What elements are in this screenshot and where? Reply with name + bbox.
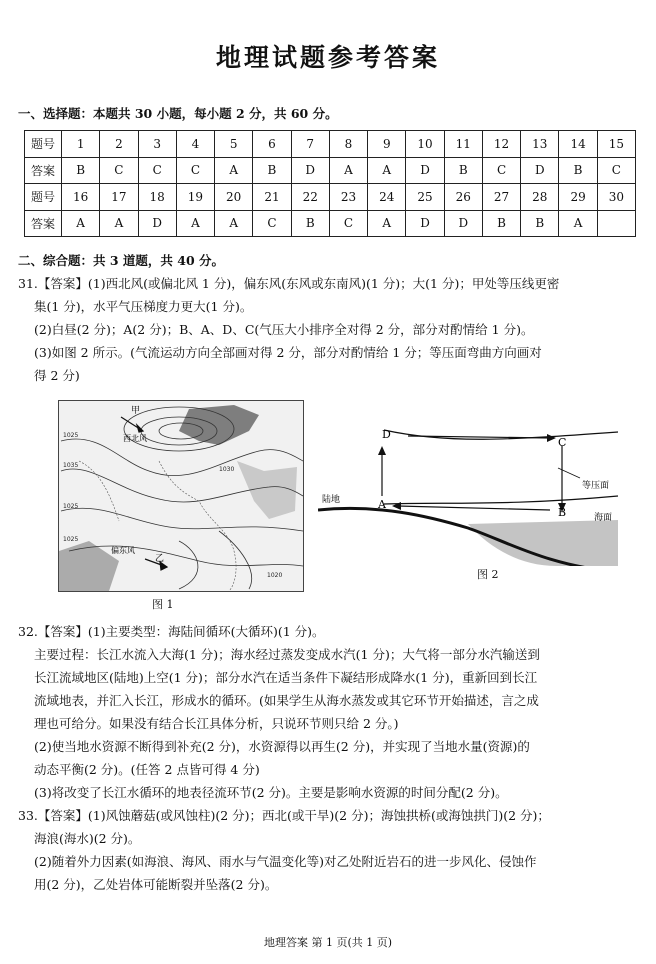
table-cell: 5 xyxy=(215,131,253,158)
section-2-heading: 二、综合题：共 3 道题，共 40 分。 xyxy=(18,253,225,268)
table-row xyxy=(25,157,636,184)
isobar-label: 1035 xyxy=(63,462,79,469)
answer-33 xyxy=(18,804,640,896)
answer-line: (2)使当地水资源不断得到补充(2 分)，水资源得以再生(2 分)，并实现了当地水量(资源)的 xyxy=(34,739,530,754)
page-footer: 地理答案 第 1 页(共 1 页) xyxy=(263,936,393,949)
point-d: D xyxy=(382,428,391,441)
table-cell: A xyxy=(329,157,367,184)
answer-table xyxy=(24,130,636,237)
table-cell: C xyxy=(597,157,635,184)
section-1-heading: 一、选择题：本题共 30 小题，每小题 2 分，共 60 分。 xyxy=(18,106,338,121)
isobar-label: 1025 xyxy=(63,503,79,510)
table-cell: 23 xyxy=(329,184,367,211)
table-cell: C xyxy=(176,157,214,184)
figure-2-diagram xyxy=(318,416,628,570)
table-cell: 4 xyxy=(176,131,214,158)
table-cell: A xyxy=(62,210,100,237)
table-row xyxy=(25,210,636,237)
answer-line: 33.【答案】(1)风蚀蘑菇(或风蚀柱)(2 分)；西北(或干旱)(2 分)；海蚀拱桥(或海蚀拱门)(2 分)； xyxy=(18,808,550,823)
figure-1-weather-map xyxy=(58,400,304,592)
point-b: B xyxy=(558,506,567,519)
table-cell: 18 xyxy=(138,184,176,211)
row-header: 答案 xyxy=(25,210,62,237)
table-cell: A xyxy=(215,157,253,184)
answer-32 xyxy=(18,620,640,804)
table-cell: 11 xyxy=(444,131,482,158)
page-title: 地理试题参考答案 xyxy=(215,43,440,72)
label-xibei: 西北风 xyxy=(123,434,147,443)
answer-line: (3)如图 2 所示。(气流运动方向全部画对得 2 分，部分对酌情给 1 分；等压面弯曲方向画对 xyxy=(34,345,542,360)
figure-1-caption: 图 1 xyxy=(152,598,174,611)
table-cell: B xyxy=(253,157,291,184)
row-header: 题号 xyxy=(25,131,62,158)
table-cell: D xyxy=(406,157,444,184)
table-cell: 21 xyxy=(253,184,291,211)
table-cell: B xyxy=(482,210,520,237)
row-header: 题号 xyxy=(25,184,62,211)
answer-line: 用(2 分)，乙处岩体可能断裂并坠落(2 分)。 xyxy=(34,877,278,892)
table-cell: 30 xyxy=(597,184,635,211)
table-cell: D xyxy=(521,157,559,184)
answer-line: 动态平衡(2 分)。(任答 2 点皆可得 4 分) xyxy=(34,762,260,777)
answer-line: 理也可给分。如果没有结合长江具体分析，只说环节则只给 2 分。) xyxy=(34,716,399,731)
table-cell: 27 xyxy=(482,184,520,211)
table-cell: A xyxy=(368,157,406,184)
table-cell: D xyxy=(444,210,482,237)
answer-31 xyxy=(18,272,640,387)
table-row xyxy=(25,131,636,158)
answer-line: 得 2 分) xyxy=(34,368,80,383)
table-cell: 3 xyxy=(138,131,176,158)
table-cell: 7 xyxy=(291,131,329,158)
figure-2-caption: 图 2 xyxy=(477,568,499,581)
table-cell: B xyxy=(62,157,100,184)
table-cell: C xyxy=(253,210,291,237)
table-cell: B xyxy=(521,210,559,237)
isobar-map xyxy=(59,401,303,591)
table-cell: D xyxy=(291,157,329,184)
label-land: 陆地 xyxy=(322,495,341,505)
answer-line: 31.【答案】(1)西北风(或偏北风 1 分)，偏东风(东风或东南风)(1 分)；大(1 分)；甲处等压线更密 xyxy=(18,276,560,291)
table-cell: 17 xyxy=(100,184,138,211)
table-cell: 9 xyxy=(368,131,406,158)
point-c: C xyxy=(558,436,567,449)
table-cell: 26 xyxy=(444,184,482,211)
table-cell: D xyxy=(406,210,444,237)
answer-line: 32.【答案】(1)主要类型：海陆间循环(大循环)(1 分)。 xyxy=(18,624,325,639)
isobar-label: 1020 xyxy=(267,572,283,579)
circulation-svg xyxy=(318,416,628,566)
table-cell: B xyxy=(444,157,482,184)
table-cell: 8 xyxy=(329,131,367,158)
table-cell: 28 xyxy=(521,184,559,211)
table-cell: 20 xyxy=(215,184,253,211)
table-cell: 14 xyxy=(559,131,597,158)
answer-line: 海浪(海水)(2 分)。 xyxy=(34,831,141,846)
table-cell: 15 xyxy=(597,131,635,158)
isobar-label: 1025 xyxy=(63,432,79,439)
label-isobar: 等压面 xyxy=(582,481,610,491)
table-cell: D xyxy=(138,210,176,237)
table-cell: C xyxy=(482,157,520,184)
label-yi: 乙 xyxy=(155,554,165,564)
answer-line: (3)将改变了长江水循环的地表径流环节(2 分)。主要是影响水资源的时间分配(2 分)。 xyxy=(34,785,508,800)
table-cell: 29 xyxy=(559,184,597,211)
table-cell: 12 xyxy=(482,131,520,158)
table-cell: 2 xyxy=(100,131,138,158)
label-jia: 甲 xyxy=(131,406,141,416)
table-cell: B xyxy=(291,210,329,237)
table-cell: A xyxy=(215,210,253,237)
table-cell: 22 xyxy=(291,184,329,211)
table-cell: 6 xyxy=(253,131,291,158)
table-cell: 19 xyxy=(176,184,214,211)
answer-line: (2)白昼(2 分)；A(2 分)；B、A、D、C(气压大小排序全对得 2 分，部分对酌情给 1 分)。 xyxy=(34,322,534,337)
table-cell: C xyxy=(100,157,138,184)
table-cell: 25 xyxy=(406,184,444,211)
answer-line: 集(1 分)，水平气压梯度力更大(1 分)。 xyxy=(34,299,253,314)
table-cell: B xyxy=(559,157,597,184)
isobar-label: 1030 xyxy=(219,466,235,473)
table-cell: A xyxy=(176,210,214,237)
table-cell: A xyxy=(100,210,138,237)
table-cell: 16 xyxy=(62,184,100,211)
table-cell: A xyxy=(559,210,597,237)
table-cell: 10 xyxy=(406,131,444,158)
label-sea: 海面 xyxy=(594,513,613,523)
table-cell xyxy=(597,210,635,237)
table-cell: 13 xyxy=(521,131,559,158)
point-a: A xyxy=(378,498,386,511)
table-cell: 24 xyxy=(368,184,406,211)
row-header: 答案 xyxy=(25,157,62,184)
table-row xyxy=(25,184,636,211)
label-pianbei: 偏东风 xyxy=(111,546,135,555)
answer-line: 长江流域地区(陆地)上空(1 分)；部分水汽在适当条件下凝结形成降水(1 分)，重新回到长江 xyxy=(34,670,538,685)
table-cell: C xyxy=(138,157,176,184)
table-cell: C xyxy=(329,210,367,237)
answer-line: 流域地表，并汇入长江，形成水的循环。(如果学生从海水蒸发或其它环节开始描述，言之成 xyxy=(34,693,539,708)
isobar-label: 1025 xyxy=(63,536,79,543)
table-cell: 1 xyxy=(62,131,100,158)
answer-line: (2)随着外力因素(如海浪、海风、雨水与气温变化等)对乙处附近岩石的进一步风化、侵蚀作 xyxy=(34,854,537,869)
answer-line: 主要过程：长江水流入大海(1 分)；海水经过蒸发变成水汽(1 分)；大气将一部分水汽输送到 xyxy=(34,647,540,662)
table-cell: A xyxy=(368,210,406,237)
